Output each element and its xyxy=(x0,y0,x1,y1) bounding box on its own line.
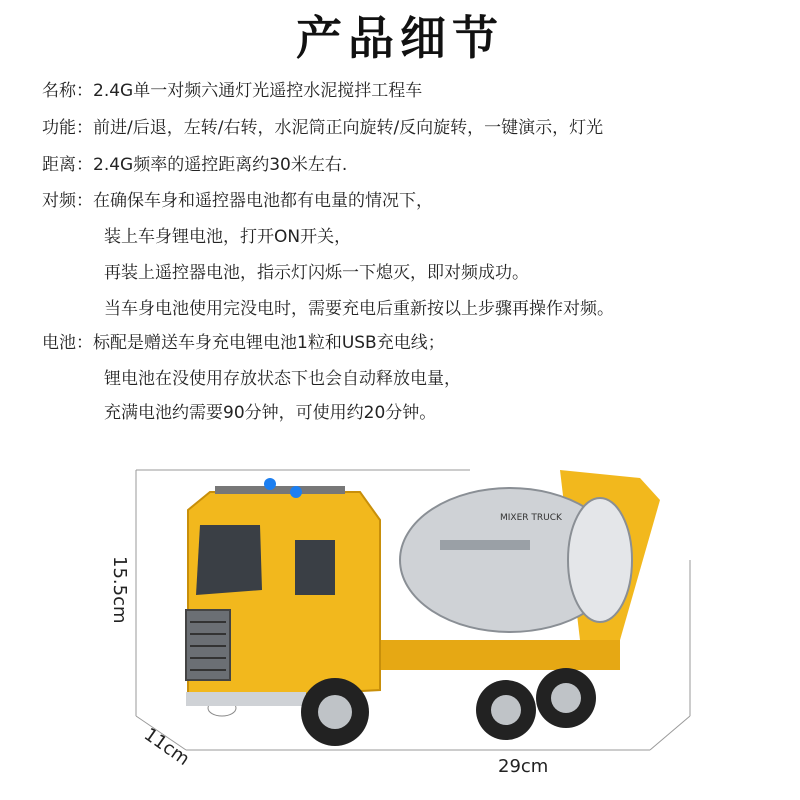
spec-battery-note: 锂电池在没使用存放状态下也会自动释放电量， xyxy=(104,369,461,389)
page-title: 产品细节 xyxy=(296,11,504,65)
spec-battery-note: 充满电池约需要90分钟，可使用约20分钟。 xyxy=(104,403,437,423)
spec-function: 功能：前进/后退，左转/右转，水泥筒正向旋转/反向旋转，一键演示，灯光 xyxy=(42,118,604,138)
drum-label: MIXER TRUCK xyxy=(500,513,562,523)
spec-distance: 距离：2.4G频率的遥控距离约30米左右. xyxy=(42,155,348,175)
spec-pairing-step: 当车身电池使用完没电时，需要充电后重新按以上步骤再操作对频。 xyxy=(104,299,614,319)
spec-name: 名称：2.4G单一对频六通灯光遥控水泥搅拌工程车 xyxy=(42,81,423,101)
spec-pairing-step: 装上车身锂电池，打开ON开关， xyxy=(104,227,352,247)
spec-pairing: 对频：在确保车身和遥控器电池都有电量的情况下， xyxy=(42,191,433,211)
wheels xyxy=(301,668,596,746)
mixer-truck-illustration xyxy=(186,470,660,746)
dimension-height-label: 15.5cm xyxy=(109,556,130,624)
spec-battery: 电池：标配是赠送车身充电锂电池1粒和USB充电线； xyxy=(42,333,445,353)
dimension-depth-label: 11cm xyxy=(139,724,194,771)
spec-pairing-step: 再装上遥控器电池，指示灯闪烁一下熄灭，即对频成功。 xyxy=(104,263,529,283)
dimension-length-label: 29cm xyxy=(498,756,549,777)
